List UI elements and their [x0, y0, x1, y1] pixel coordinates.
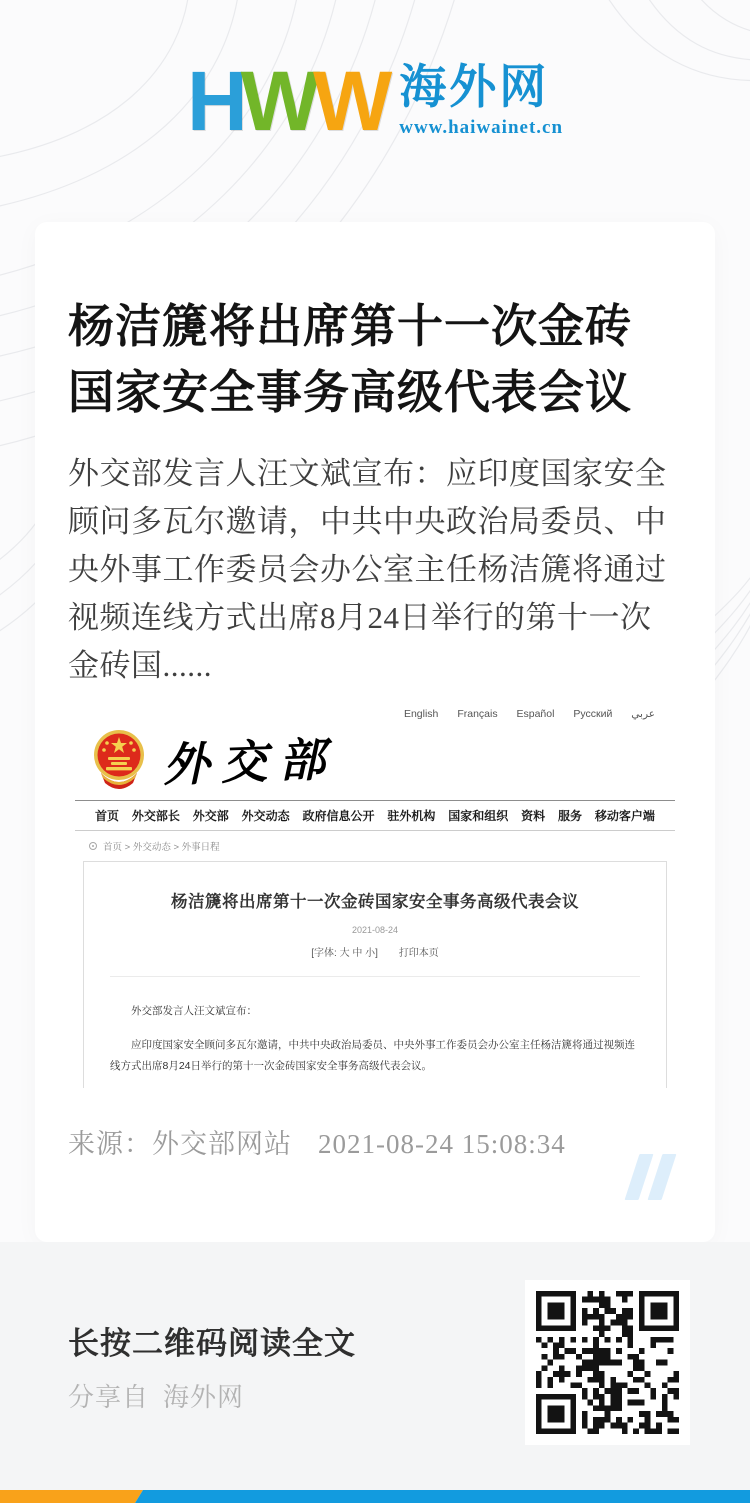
mfa-nav-services: 服务: [558, 809, 583, 823]
bar-blue-segment: [135, 1490, 750, 1503]
mfa-language-bar: [75, 698, 675, 720]
header-logo-area: [0, 0, 750, 222]
mfa-article-controls: [84, 944, 666, 959]
lang-french: Français: [457, 708, 498, 720]
breadcrumb: 首页 > 外交动态 > 外事日程: [75, 831, 675, 853]
lang-spanish: Español: [516, 708, 555, 720]
article-title: 杨洁篪将出席第十一次金砖 国家安全事务高级代表会议: [68, 301, 632, 418]
lang-russian: Русский: [573, 708, 613, 720]
article-card: [35, 222, 715, 1242]
lang-arabic: عربي: [631, 708, 655, 720]
mfa-article-para1: 外交部发言人汪文斌宣布：: [131, 1005, 257, 1017]
site-name: 海外网: [399, 62, 550, 115]
source-label: 来源：外交部网站: [68, 1129, 292, 1159]
mfa-nav-missions: 驻外机构: [387, 809, 436, 823]
logo-letter-w2: W: [312, 54, 386, 148]
mfa-article-title: 杨洁篪将出席第十一次金砖国家安全事务高级代表会议: [171, 893, 579, 911]
logo-letter-h: H: [186, 54, 241, 148]
mfa-logo-row: [75, 720, 675, 798]
site-url: www.haiwainet.cn: [399, 116, 564, 138]
bottom-accent-bar: [0, 1490, 750, 1503]
mfa-website-screenshot: [75, 698, 675, 1088]
share-from: 分享自 海外网: [68, 1383, 245, 1412]
share-cta: 长按二维码阅读全文: [68, 1326, 356, 1361]
mfa-nav-mobile: 移动客户端: [594, 809, 655, 823]
source-line: [68, 1122, 715, 1161]
mfa-nav-ministry: 外交部: [192, 809, 229, 823]
mfa-calligraphy-title: 外交部: [162, 733, 338, 792]
mfa-nav-activities: 外交动态: [241, 809, 290, 823]
mfa-article-divider: [110, 976, 640, 977]
lang-english: English: [403, 708, 439, 720]
hww-logo-letters: [186, 54, 386, 148]
share-section: [0, 1242, 750, 1490]
mfa-nav-minister: 外交部长: [131, 809, 180, 823]
mfa-nav-home: 首页: [95, 809, 120, 823]
haiwainet-logo: [186, 54, 564, 148]
breadcrumb-dot-icon: [89, 842, 97, 850]
article-timestamp: 2021-08-24 15:08:34: [318, 1129, 566, 1159]
mfa-article-box: [83, 861, 667, 1088]
quote-slashes-icon: [632, 1154, 669, 1200]
qr-code[interactable]: [525, 1280, 690, 1445]
mfa-nav-disclosure: 政府信息公开: [302, 809, 375, 823]
article-summary: 外交部发言人汪文斌宣布：应印度国家安全顾问多瓦尔邀请，中共中央政治局委员、中央外事工作委员会办公室主任杨洁篪将通过视频连线方式出席8月24日举行的第十一次金砖国......: [68, 456, 667, 683]
mfa-nav-resources: 资料: [521, 809, 546, 823]
logo-letter-w1: W: [240, 54, 313, 148]
mfa-article-date: 2021-08-24: [351, 925, 399, 935]
print-page-button: 打印本页: [398, 948, 439, 959]
mfa-article-para2: 应印度国家安全顾问多瓦尔邀请，中共中央政治局委员、中央外事工作委员会办公室主任杨洁篪将通过视频连线方式出席8月24日举行的第十一次金砖国家安全事务高级代表会议。: [110, 1039, 635, 1072]
mfa-nav-bar: [75, 801, 675, 831]
mfa-nav-countries: 国家和组织: [448, 809, 509, 823]
font-size-controls: [字体: 大 中 小]: [311, 948, 378, 959]
bar-orange-segment: [0, 1490, 143, 1503]
national-emblem-icon: [91, 729, 147, 789]
